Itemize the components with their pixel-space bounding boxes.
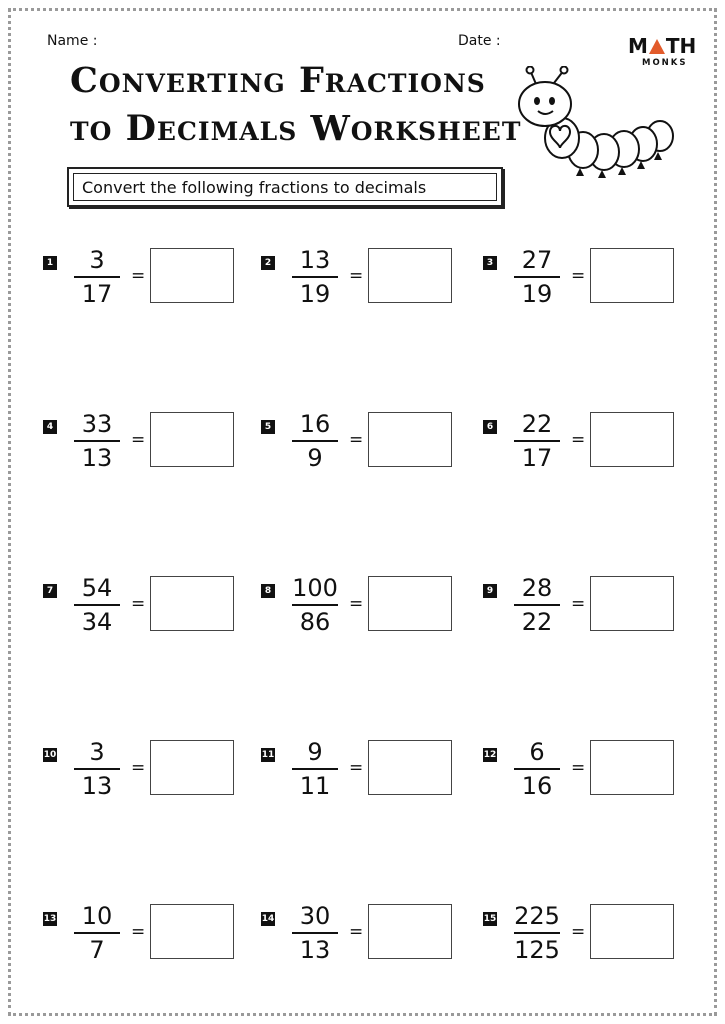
fraction-bar [514, 932, 560, 934]
problem-item [261, 248, 461, 308]
equals-sign: = [349, 758, 364, 778]
numerator: 9 [307, 738, 323, 766]
numerator: 3 [89, 738, 105, 766]
answer-box[interactable] [590, 740, 674, 795]
denominator: 17 [521, 443, 553, 472]
problem-item [261, 576, 461, 636]
numerator: 22 [521, 410, 553, 438]
equals-sign: = [131, 594, 146, 614]
fraction [71, 901, 123, 965]
logo-word-left: M [628, 34, 648, 58]
problem-item [483, 576, 683, 636]
denominator: 34 [81, 607, 113, 636]
numerator: 16 [299, 410, 331, 438]
problem-item [261, 412, 461, 472]
denominator: 13 [81, 771, 113, 800]
problem-number: 15 [483, 914, 497, 924]
numerator: 33 [81, 410, 113, 438]
problem-number: 2 [261, 256, 275, 270]
equals-sign: = [349, 922, 364, 942]
problem-number: 3 [483, 256, 497, 270]
numerator: 30 [299, 902, 331, 930]
fraction [511, 245, 563, 309]
fraction [511, 901, 563, 965]
problem-number: 6 [483, 420, 497, 434]
answer-box[interactable] [368, 576, 452, 631]
fraction [511, 737, 563, 801]
problem-number: 13 [43, 914, 57, 924]
answer-box[interactable] [368, 904, 452, 959]
denominator: 9 [307, 443, 323, 472]
answer-box[interactable] [150, 576, 234, 631]
worksheet-title: Converting Fractions to Decimals Worksheet [70, 60, 522, 149]
problem-number: 7 [43, 584, 57, 598]
problem-item [43, 904, 243, 964]
fraction-bar [292, 604, 338, 606]
answer-box[interactable] [150, 248, 234, 303]
instruction-text: Convert the following fractions to decimals [73, 173, 497, 201]
name-label: Name : [47, 33, 98, 49]
denominator: 19 [521, 279, 553, 308]
logo-triangle-icon [649, 39, 665, 54]
problem-item [261, 904, 461, 964]
problem-number: 11 [261, 750, 275, 760]
problem-number: 5 [261, 420, 275, 434]
problem-item [483, 740, 683, 800]
math-monks-logo [628, 34, 697, 68]
equals-sign: = [131, 922, 146, 942]
answer-box[interactable] [590, 248, 674, 303]
equals-sign: = [131, 758, 146, 778]
answer-box[interactable] [590, 904, 674, 959]
problem-number: 10 [43, 750, 57, 760]
answer-box[interactable] [368, 248, 452, 303]
problem-item [43, 576, 243, 636]
fraction [289, 901, 341, 965]
denominator: 86 [299, 607, 331, 636]
fraction [71, 573, 123, 637]
fraction-bar [514, 440, 560, 442]
equals-sign: = [571, 922, 586, 942]
numerator: 6 [529, 738, 545, 766]
fraction-bar [74, 276, 120, 278]
numerator: 10 [81, 902, 113, 930]
fraction-bar [514, 276, 560, 278]
problem-item [43, 248, 243, 308]
problem-item [483, 248, 683, 308]
equals-sign: = [571, 594, 586, 614]
problem-number: 12 [483, 750, 497, 760]
denominator: 17 [81, 279, 113, 308]
problem-item [483, 412, 683, 472]
denominator: 125 [514, 935, 560, 964]
denominator: 11 [299, 771, 331, 800]
fraction-bar [292, 768, 338, 770]
fraction [289, 409, 341, 473]
answer-box[interactable] [590, 576, 674, 631]
logo-subtitle: MONKS [642, 58, 688, 68]
denominator: 7 [89, 935, 105, 964]
problem-number: 1 [43, 256, 57, 270]
numerator: 27 [521, 246, 553, 274]
equals-sign: = [571, 266, 586, 286]
answer-box[interactable] [590, 412, 674, 467]
fraction-bar [292, 932, 338, 934]
problem-number: 14 [261, 914, 275, 924]
fraction [71, 245, 123, 309]
denominator: 19 [299, 279, 331, 308]
problem-number: 8 [261, 584, 275, 598]
answer-box[interactable] [150, 412, 234, 467]
fraction [71, 737, 123, 801]
logo-word-right: TH [665, 34, 697, 58]
numerator: 54 [81, 574, 113, 602]
fraction [289, 573, 341, 637]
instruction-box [67, 167, 503, 207]
fraction [289, 245, 341, 309]
fraction-bar [74, 932, 120, 934]
fraction-bar [292, 440, 338, 442]
fraction-bar [514, 768, 560, 770]
denominator: 13 [299, 935, 331, 964]
answer-box[interactable] [150, 904, 234, 959]
equals-sign: = [349, 266, 364, 286]
fraction-bar [292, 276, 338, 278]
answer-box[interactable] [368, 740, 452, 795]
fraction-bar [74, 768, 120, 770]
answer-box[interactable] [150, 740, 234, 795]
fraction [511, 409, 563, 473]
problem-item [261, 740, 461, 800]
caterpillar-illustration [510, 66, 675, 186]
problem-item [483, 904, 683, 964]
denominator: 22 [521, 607, 553, 636]
problem-number: 4 [43, 420, 57, 434]
equals-sign: = [571, 758, 586, 778]
numerator: 100 [292, 574, 338, 602]
denominator: 13 [81, 443, 113, 472]
equals-sign: = [131, 266, 146, 286]
equals-sign: = [349, 594, 364, 614]
problem-item [43, 740, 243, 800]
equals-sign: = [131, 430, 146, 450]
numerator: 28 [521, 574, 553, 602]
fraction [289, 737, 341, 801]
fraction-bar [74, 440, 120, 442]
problem-number: 9 [483, 584, 497, 598]
denominator: 16 [521, 771, 553, 800]
fraction-bar [74, 604, 120, 606]
numerator: 13 [299, 246, 331, 274]
fraction [511, 573, 563, 637]
numerator: 3 [89, 246, 105, 274]
equals-sign: = [571, 430, 586, 450]
fraction-bar [514, 604, 560, 606]
problem-item [43, 412, 243, 472]
fraction [71, 409, 123, 473]
numerator: 225 [514, 902, 560, 930]
date-label: Date : [458, 33, 501, 49]
answer-box[interactable] [368, 412, 452, 467]
equals-sign: = [349, 430, 364, 450]
